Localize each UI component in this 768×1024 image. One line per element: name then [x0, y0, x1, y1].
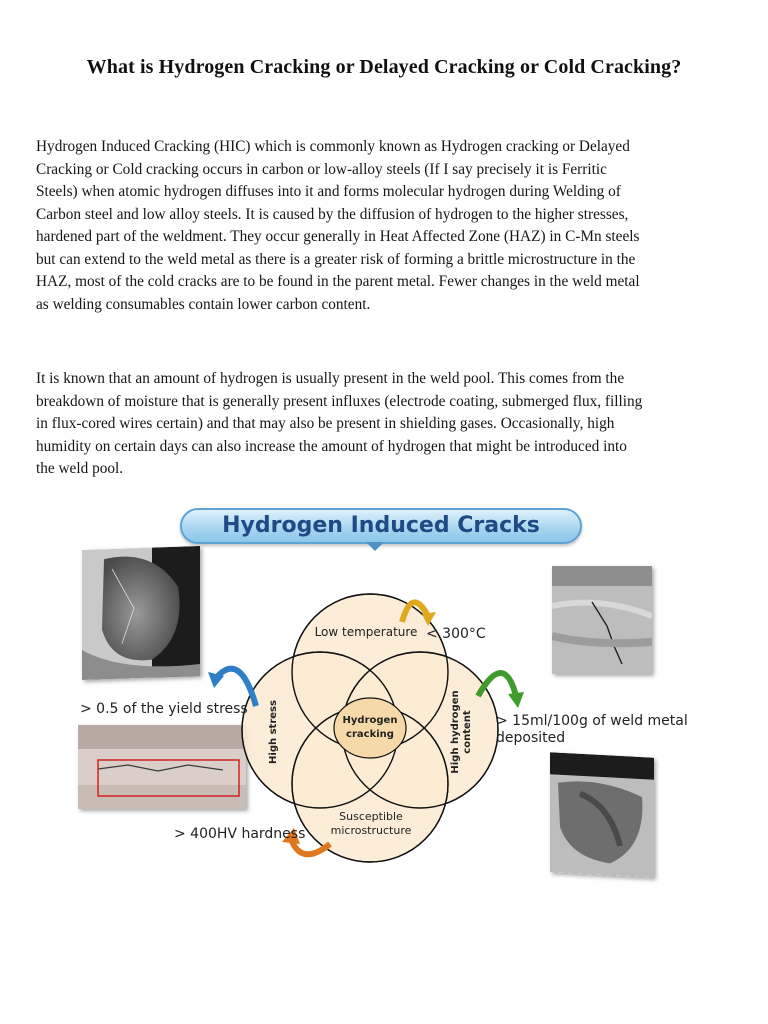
figure-banner: Hydrogen Induced Cracks: [180, 508, 582, 544]
text-line: humidity on certain days can also increase the amount of hydrogen that might be introduced into: [36, 437, 627, 455]
text-line: breakdown of moisture that is generally present influxes (electrode coating, submerged flux, filling: [36, 392, 643, 410]
high-hydrogen-label-line1: High hydrogen: [450, 690, 461, 774]
temperature-threshold-label: < 300°C: [426, 626, 486, 642]
banner-pointer-icon: [366, 542, 384, 551]
text-line: the weld pool.: [36, 460, 124, 477]
paragraph-hic-definition: [36, 136, 736, 316]
text-line: Hydrogen Induced Cracking (HIC) which is commonly known as Hydrogen cracking or Delayed: [36, 138, 630, 155]
susceptible-label-line2: microstructure: [330, 824, 412, 837]
text-line: hardened part of the weldment. They occur generally in Heat Affected Zone (HAZ) in C-Mn steels: [36, 228, 640, 245]
high-hydrogen-label-line2: content: [462, 710, 473, 754]
paragraph-hydrogen-sources: [36, 368, 736, 481]
high-stress-label: High stress: [268, 700, 279, 764]
center-overlap: [334, 698, 406, 758]
text-line: as welding consumables contain lower carbon content.: [36, 295, 371, 313]
text-line: Cracking or Cold cracking occurs in carbon or low-alloy steels (If I say precisely it is Ferritic: [36, 160, 607, 178]
text-line: but can extend to the weld metal as there is a greater risk of forming a brittle microstructure in the: [36, 250, 636, 268]
center-label-line2: cracking: [346, 729, 394, 740]
text-line: Carbon steel and low alloy steels. It is caused by the diffusion of hydrogen to the higher stresses,: [36, 205, 629, 223]
text-line: in flux-cored wires certain) and that may also be present in shielding gases. Occasionally, high: [36, 415, 615, 432]
hydrogen-content-label: [496, 713, 688, 747]
text-line: HAZ, most of the cold cracks are to be found in the parent metal. Fewer changes in the weld metal: [36, 273, 640, 290]
hydrogen-content-line1: > 15ml/100g of weld metal: [496, 713, 688, 729]
hardness-label: > 400HV hardness: [174, 826, 306, 842]
low-temperature-label: Low temperature: [314, 625, 418, 639]
hydrogen-cracks-figure: [60, 500, 710, 880]
page-title: What is Hydrogen Cracking or Delayed Cracking or Cold Cracking?: [86, 56, 682, 78]
hydrogen-content-line2: deposited: [496, 730, 566, 746]
susceptible-label-line1: Susceptible: [339, 810, 403, 823]
yield-stress-label: > 0.5 of the yield stress: [80, 701, 248, 717]
text-line: Steels) when atomic hydrogen diffuses into it and forms molecular hydrogen during Welding of: [36, 183, 621, 200]
venn-diagram: [60, 500, 710, 880]
text-line: It is known that an amount of hydrogen is usually present in the weld pool. This comes from the: [36, 370, 625, 387]
center-label-line1: Hydrogen: [342, 715, 398, 726]
